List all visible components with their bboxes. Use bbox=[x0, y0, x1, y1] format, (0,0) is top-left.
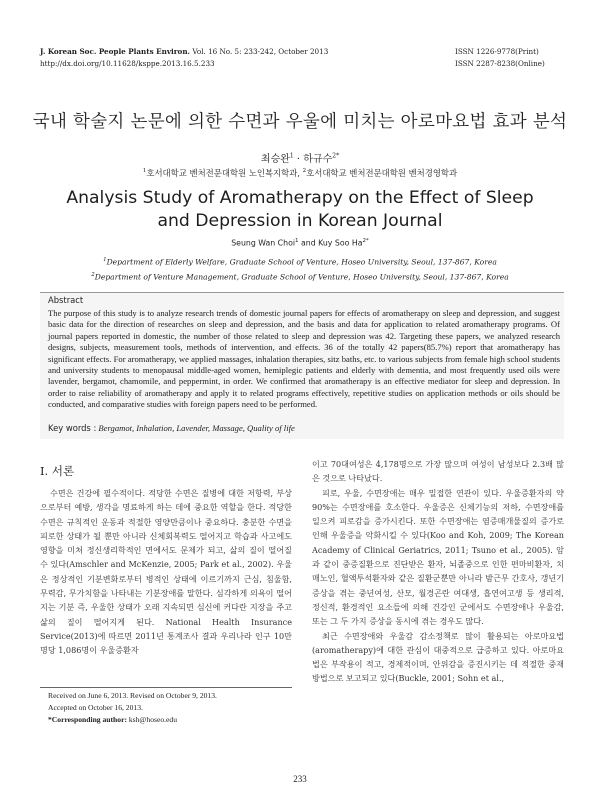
corresponding-author bbox=[48, 714, 217, 726]
aff-en-2: Department of Venture Management, Graduate School of Venture, Hoseo University, Seoul, 137-867, Korea bbox=[94, 272, 509, 282]
intro-paragraph-1: 수면은 건강에 필수적이다. 적당한 수면은 질병에 대한 저항력, 부상으로부터 예방, 생각을 명료하게 하는 데에 중요한 역할을 한다. 적당한 수면은 규칙적인 운동과 적절한 영양만큼이나 중요하다. 충분한 수면을 피로한 상태가 될 뿐만 아니라 신체회복력도 떨어지고 학습과 사고에도 영향을 미쳐 정신생리학적인 면에서도 문제가 되고, 삶의 질이 떨어질 수 있다(Amschler and McKenzie, 2005; Park et al., 2002). 우울은 정상적인 기분변화로부터 병적인 상태에 이르기까지 근심, 침울함, 무력감, 무가치함을 나타내는 기분장애를 말한다. 심각하게 의욕이 떨어지는 기분 즉, 우울한 상태가 오래 지속되면 심신에 커다란 지장을 주고 삶의 질이 떨어지게 된다. National Health Insurance Service(2013)에 따르면 2011년 통계조사 결과 우리나라 인구 10만 명당 1,086명이 우울증환자 bbox=[40, 488, 292, 656]
accepted-date: Accepted on October 16, 2013. bbox=[48, 703, 143, 712]
author-ko-1-sup: 1 bbox=[289, 152, 294, 160]
author-en-2: and Kuy Soo Ha bbox=[298, 238, 363, 248]
footnote bbox=[48, 690, 217, 726]
aff-ko-sup2: 2 bbox=[302, 168, 307, 175]
english-title-line1: Analysis Study of Aromatherapy on the Effect of Sleep bbox=[66, 188, 534, 208]
aff-ko-2: 호서대학교 벤처전문대학원 벤처경영학과 bbox=[306, 168, 458, 178]
author-ko-1: 최승완 bbox=[260, 154, 290, 165]
corresponding-label: *Corresponding author: bbox=[48, 715, 127, 724]
aff-en-line1 bbox=[0, 254, 600, 269]
intro-paragraph-cont: 이고 70대여성은 4,178명으로 가장 많으며 여성이 남성보다 2.3배 많은 것으로 나타났다. bbox=[312, 459, 564, 484]
right-column bbox=[312, 457, 564, 686]
korean-affiliations bbox=[0, 167, 600, 179]
author-en-1: Seung Wan Choi bbox=[231, 238, 296, 248]
aff-en-line2 bbox=[0, 269, 600, 284]
aff-en-sup1: 1 bbox=[103, 257, 107, 263]
intro-paragraph-3: 최근 수면장애와 우울감 감소정책로 많이 활용되는 아로마요법(aromatherapy)에 대한 관심이 대중적으로 급증하고 있다. 아로마요법은 부작용이 적고, 경제적이며, 안위감을 증진시키는 데 적절한 중재방법으로 보고되고 있다(Buckle, 2001; Sohn et al., bbox=[312, 630, 564, 684]
aff-en-1: Department of Elderly Welfare, Graduate School of Venture, Hoseo University, Seoul, 137-867, Korea bbox=[106, 257, 497, 267]
keywords-label: Key words : bbox=[48, 423, 97, 433]
abstract-heading: Abstract bbox=[48, 295, 84, 305]
english-title bbox=[0, 187, 600, 233]
korean-authors bbox=[0, 150, 600, 165]
keywords-list: Bergamot, Inhalation, Lavender, Massage, Quality of life bbox=[96, 423, 295, 433]
doi-link[interactable]: http://dx.doi.org/10.11628/ksppe.2013.16.5.233 bbox=[40, 59, 215, 68]
author-en-2-sup: 2* bbox=[362, 238, 369, 244]
journal-name: J. Korean Soc. People Plants Environ. bbox=[40, 47, 191, 56]
keywords bbox=[48, 423, 295, 433]
english-authors bbox=[0, 238, 600, 248]
abstract-text: The purpose of this study is to analyze research trends of domestic journal papers for effects of aromatherapy on sleep and depression, and suggest basic data for the direction of researches on sleep and depression, and the basis and data for application to related aromatherapy programs. Of journal papers reported in domestic, the number of those related to sleep and depression was 42. Targeting these papers, we analyzed research designs, subjects, measurement tools, methods of intervention, and effects. 36 of the totally 42 papers(85.7%) report that aromatherapy has significant effects. For aromatherapy, we applied massages, inhalation therapies, sitz baths, etc. to various subjects from female high school students and university students to menopausal middle-aged women, hemiplegic patients and elderly with dementia, and most frequently used oils were lavender, bergamot, chamomile, and peppermint, in order. We confirmed that aromatherapy is an effective mediator for sleep and depression. In order to raise reliability of aromatherapy and apply it to related programs effectively, repetitive studies on application methods or oils should be conducted, and comparative studies with foreign papers need to be performed. bbox=[48, 308, 560, 410]
received-date: Received on June 6, 2013. Revised on October 9, 2013. bbox=[48, 691, 217, 700]
issn-online: ISSN 2287-8238(Online) bbox=[455, 59, 545, 68]
footnote-divider bbox=[40, 687, 292, 688]
section-heading-introduction: Ⅰ. 서론 bbox=[40, 464, 75, 478]
author-en-1-sup: 1 bbox=[295, 238, 299, 244]
english-title-line2: and Depression in Korean Journal bbox=[157, 211, 443, 231]
journal-header bbox=[40, 46, 328, 57]
issn-print: ISSN 1226-9778(Print) bbox=[455, 47, 539, 56]
english-affiliations bbox=[0, 254, 600, 283]
aff-en-sup2: 2 bbox=[91, 271, 95, 278]
intro-paragraph-2: 피로, 우울, 수면장애는 매우 밀접한 연관이 있다. 우울증환자의 약 90%는 수면장애를 호소한다. 우울증은 신체기능의 저하, 수면장애를 일으켜 피로감을 증가시킨다. 또한 수면장애는 염증매개물질의 증가로 인해 우울증을 악화시킬 수 있다(Koo and Koh, 2009; The Korean Academy of Clinical Geriatrics, 2011; Tsuno et al., 2005). 암과 같이 중증질환으로 진단받은 환자, 뇌졸중으로 인한 편마비환자, 치매노인, 혈액투석환자와 같은 질환군뿐만 아니라 밤근무 간호사, 갱년기증상을 겪는 중년여성, 산모, 월경곤란 여대생, 흡연여고생 등 생리적, 정신적, 환경적인 요소들에 의해 건강인 군에서도 수면장애나 우울감, 또는 그 두 가지 증상을 동시에 겪는 경우도 많다. bbox=[312, 487, 564, 627]
page-number: 233 bbox=[293, 774, 307, 784]
author-ko-2: · 하규수 bbox=[293, 154, 333, 165]
left-column bbox=[40, 486, 292, 658]
author-ko-2-sup: 2* bbox=[332, 152, 340, 160]
aff-ko-sup1: 1 bbox=[142, 168, 147, 175]
korean-title: 국내 학술지 논문에 의한 수면과 우울에 미치는 아로마요법 효과 분석 bbox=[32, 112, 568, 132]
aff-ko-1: 호서대학교 벤처전문대학원 노인복지학과, bbox=[146, 168, 303, 178]
corresponding-email[interactable]: ksh@hoseo.edu bbox=[126, 715, 178, 724]
journal-citation: Vol. 16 No. 5: 233-242, October 2013 bbox=[190, 47, 329, 56]
